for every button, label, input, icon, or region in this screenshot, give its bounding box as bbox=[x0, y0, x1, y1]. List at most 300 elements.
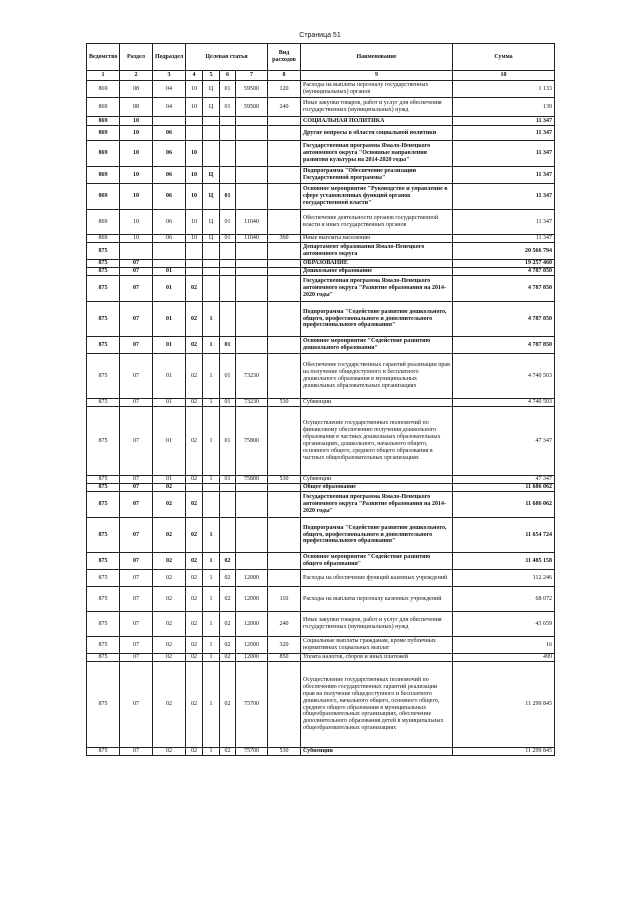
cell-vedomstvo: 875 bbox=[87, 570, 120, 587]
cell-naimenovanie: Государственная программа Ямало-Ненецкого автономного округа "Развитие образования на 2014-2020 годы" bbox=[301, 492, 453, 518]
cell-celevaya-4: 75800 bbox=[236, 407, 268, 476]
cell-celevaya-2: 1 bbox=[203, 399, 220, 407]
cell-celevaya-2: 1 bbox=[203, 553, 220, 570]
cell-podrazdel: 02 bbox=[153, 518, 186, 553]
cell-summa: 16 bbox=[453, 637, 555, 654]
table-row bbox=[87, 210, 555, 235]
cell-summa: 11 347 bbox=[453, 235, 555, 243]
cell-celevaya-1: 02 bbox=[186, 587, 203, 612]
cell-summa: 139 bbox=[453, 98, 555, 117]
cell-celevaya-4 bbox=[236, 337, 268, 354]
cell-naimenovanie: Иные закупки товаров, работ и услуг для обеспечения государственных (муниципальных) нужд bbox=[301, 612, 453, 637]
cell-celevaya-4 bbox=[236, 276, 268, 302]
cell-celevaya-3 bbox=[220, 243, 236, 260]
cell-celevaya-1: 02 bbox=[186, 518, 203, 553]
cell-razdel: 07 bbox=[120, 637, 153, 654]
cell-naimenovanie: Основное мероприятие "Содействие развитию дошкольного образования" bbox=[301, 337, 453, 354]
cell-celevaya-1 bbox=[186, 243, 203, 260]
cell-celevaya-3: 02 bbox=[220, 637, 236, 654]
cell-vedomstvo: 869 bbox=[87, 235, 120, 243]
cell-vid-raskhodov bbox=[268, 184, 301, 210]
cell-podrazdel: 01 bbox=[153, 276, 186, 302]
cell-podrazdel: 06 bbox=[153, 141, 186, 167]
cell-celevaya-2: 1 bbox=[203, 637, 220, 654]
cell-vid-raskhodov bbox=[268, 302, 301, 337]
cell-naimenovanie: СОЦИАЛЬНАЯ ПОЛИТИКА bbox=[301, 117, 453, 126]
table-row bbox=[87, 518, 555, 553]
cell-celevaya-1: 10 bbox=[186, 98, 203, 117]
cell-razdel: 10 bbox=[120, 210, 153, 235]
cell-vid-raskhodov bbox=[268, 407, 301, 476]
cell-razdel: 10 bbox=[120, 184, 153, 210]
cell-celevaya-3: 01 bbox=[220, 337, 236, 354]
column-number: 7 bbox=[236, 71, 268, 81]
cell-celevaya-3 bbox=[220, 268, 236, 276]
table-row bbox=[87, 184, 555, 210]
cell-celevaya-2: Ц bbox=[203, 210, 220, 235]
cell-celevaya-4: 73230 bbox=[236, 399, 268, 407]
cell-vid-raskhodov bbox=[268, 518, 301, 553]
cell-vedomstvo: 869 bbox=[87, 184, 120, 210]
table-row bbox=[87, 407, 555, 476]
cell-summa: 11 654 724 bbox=[453, 518, 555, 553]
cell-podrazdel bbox=[153, 260, 186, 268]
cell-razdel: 07 bbox=[120, 748, 153, 756]
table-row bbox=[87, 399, 555, 407]
cell-celevaya-1: 02 bbox=[186, 276, 203, 302]
table-row bbox=[87, 587, 555, 612]
table-row bbox=[87, 553, 555, 570]
cell-naimenovanie: Подпрограмма "Содействие развитию дошкольного, общего, профессионального и дополнительного профессионального образования" bbox=[301, 302, 453, 337]
cell-summa: 47 347 bbox=[453, 476, 555, 484]
cell-celevaya-2: Ц bbox=[203, 235, 220, 243]
cell-naimenovanie: ОБРАЗОВАНИЕ bbox=[301, 260, 453, 268]
cell-celevaya-1: 02 bbox=[186, 476, 203, 484]
cell-summa: 43 659 bbox=[453, 612, 555, 637]
cell-razdel: 10 bbox=[120, 126, 153, 141]
cell-podrazdel: 01 bbox=[153, 337, 186, 354]
cell-summa: 4 787 850 bbox=[453, 337, 555, 354]
header-naimenovanie: Наименование bbox=[301, 44, 453, 71]
cell-podrazdel: 01 bbox=[153, 476, 186, 484]
cell-vid-raskhodov bbox=[268, 268, 301, 276]
cell-razdel: 07 bbox=[120, 492, 153, 518]
cell-celevaya-1: 02 bbox=[186, 570, 203, 587]
cell-vid-raskhodov: 530 bbox=[268, 399, 301, 407]
header-summa: Сумма bbox=[453, 44, 555, 71]
cell-summa: 11 485 158 bbox=[453, 553, 555, 570]
cell-razdel: 07 bbox=[120, 354, 153, 399]
cell-celevaya-1: 02 bbox=[186, 637, 203, 654]
cell-celevaya-2 bbox=[203, 492, 220, 518]
cell-celevaya-3: 01 bbox=[220, 184, 236, 210]
cell-vid-raskhodov bbox=[268, 484, 301, 492]
cell-celevaya-3: 02 bbox=[220, 612, 236, 637]
cell-celevaya-1 bbox=[186, 484, 203, 492]
cell-vid-raskhodov: 530 bbox=[268, 748, 301, 756]
cell-razdel: 10 bbox=[120, 235, 153, 243]
cell-naimenovanie: Субвенции bbox=[301, 399, 453, 407]
cell-vedomstvo: 875 bbox=[87, 553, 120, 570]
cell-razdel: 08 bbox=[120, 81, 153, 98]
cell-naimenovanie: Осуществление государственных полномочий по финансовому обеспечению получения дошкольного образования в частных дошкольных образовательных организациях, дошкольного, начального общего, основного общего, среднего общего образования в частных общеобразовательных организациях bbox=[301, 407, 453, 476]
cell-celevaya-1: 02 bbox=[186, 553, 203, 570]
cell-vid-raskhodov bbox=[268, 276, 301, 302]
cell-vid-raskhodov: 240 bbox=[268, 612, 301, 637]
cell-celevaya-3 bbox=[220, 518, 236, 553]
cell-celevaya-2 bbox=[203, 260, 220, 268]
cell-razdel: 07 bbox=[120, 553, 153, 570]
cell-celevaya-3 bbox=[220, 302, 236, 337]
cell-celevaya-3: 02 bbox=[220, 748, 236, 756]
cell-celevaya-4: 11040 bbox=[236, 235, 268, 243]
cell-naimenovanie: Субвенции bbox=[301, 748, 453, 756]
cell-vid-raskhodov bbox=[268, 354, 301, 399]
cell-podrazdel: 06 bbox=[153, 210, 186, 235]
cell-celevaya-2 bbox=[203, 276, 220, 302]
cell-vedomstvo: 875 bbox=[87, 354, 120, 399]
cell-celevaya-2: 1 bbox=[203, 407, 220, 476]
cell-celevaya-3: 02 bbox=[220, 662, 236, 748]
cell-celevaya-2 bbox=[203, 126, 220, 141]
cell-celevaya-1: 02 bbox=[186, 354, 203, 399]
cell-podrazdel bbox=[153, 243, 186, 260]
cell-celevaya-4: 75800 bbox=[236, 476, 268, 484]
cell-summa: 4 787 850 bbox=[453, 276, 555, 302]
table-row bbox=[87, 612, 555, 637]
cell-naimenovanie: Обеспечение государственных гарантий реализации прав на получение общедоступного и бесплатного дошкольного образования в муниципальных дошкольных образовательных организациях bbox=[301, 354, 453, 399]
table-row bbox=[87, 748, 555, 756]
table-row bbox=[87, 126, 555, 141]
cell-naimenovanie: Субвенции bbox=[301, 476, 453, 484]
cell-celevaya-2: 1 bbox=[203, 302, 220, 337]
cell-vedomstvo: 875 bbox=[87, 492, 120, 518]
cell-celevaya-3: 01 bbox=[220, 81, 236, 98]
cell-summa: 11 686 062 bbox=[453, 484, 555, 492]
cell-celevaya-3: 02 bbox=[220, 654, 236, 662]
cell-celevaya-3 bbox=[220, 492, 236, 518]
cell-razdel: 07 bbox=[120, 276, 153, 302]
cell-naimenovanie: Государственная программа Ямало-Ненецкого автономного округа "Основные направления развития культуры на 2014-2020 годы" bbox=[301, 141, 453, 167]
cell-celevaya-2: 1 bbox=[203, 587, 220, 612]
cell-vedomstvo: 869 bbox=[87, 98, 120, 117]
cell-summa: 4 787 850 bbox=[453, 302, 555, 337]
cell-celevaya-2: 1 bbox=[203, 662, 220, 748]
cell-celevaya-3 bbox=[220, 276, 236, 302]
cell-razdel: 07 bbox=[120, 484, 153, 492]
cell-podrazdel bbox=[153, 117, 186, 126]
cell-summa: 11 347 bbox=[453, 141, 555, 167]
table-row bbox=[87, 354, 555, 399]
cell-summa: 20 566 794 bbox=[453, 243, 555, 260]
cell-vedomstvo: 869 bbox=[87, 210, 120, 235]
table-row bbox=[87, 337, 555, 354]
cell-vedomstvo: 875 bbox=[87, 337, 120, 354]
table-header-row bbox=[87, 44, 555, 71]
table-row bbox=[87, 570, 555, 587]
cell-celevaya-1: 02 bbox=[186, 399, 203, 407]
cell-podrazdel: 01 bbox=[153, 302, 186, 337]
cell-celevaya-4: 12000 bbox=[236, 612, 268, 637]
cell-vedomstvo: 875 bbox=[87, 612, 120, 637]
cell-vid-raskhodov bbox=[268, 167, 301, 184]
cell-summa: 11 347 bbox=[453, 184, 555, 210]
cell-razdel: 07 bbox=[120, 476, 153, 484]
cell-celevaya-4: 12000 bbox=[236, 654, 268, 662]
cell-naimenovanie: Социальные выплаты гражданам, кроме публичных нормативных социальных выплат bbox=[301, 637, 453, 654]
cell-vid-raskhodov bbox=[268, 243, 301, 260]
cell-razdel: 07 bbox=[120, 662, 153, 748]
cell-podrazdel: 06 bbox=[153, 235, 186, 243]
cell-naimenovanie: Расходы на выплаты персоналу государственных (муниципальных) органов bbox=[301, 81, 453, 98]
cell-vedomstvo: 869 bbox=[87, 141, 120, 167]
cell-naimenovanie: Осуществление государственных полномочий по обеспечению государственных гарантий реализации прав на получение общедоступного и бесплатного дошкольного, начального общего, основного общего, среднего общего образования в муниципальных общеобразовательных организациях, обеспечение дополнительного образования детей в муниципальных общеобразовательных организациях bbox=[301, 662, 453, 748]
cell-summa: 499 bbox=[453, 654, 555, 662]
cell-celevaya-1: 02 bbox=[186, 407, 203, 476]
cell-celevaya-1: 10 bbox=[186, 210, 203, 235]
cell-podrazdel: 01 bbox=[153, 399, 186, 407]
cell-vid-raskhodov bbox=[268, 662, 301, 748]
header-podrazdel: Подраздел bbox=[153, 44, 186, 71]
cell-podrazdel: 02 bbox=[153, 654, 186, 662]
cell-celevaya-1 bbox=[186, 117, 203, 126]
table-row bbox=[87, 141, 555, 167]
cell-celevaya-4 bbox=[236, 243, 268, 260]
cell-celevaya-4: 73230 bbox=[236, 354, 268, 399]
table-row bbox=[87, 654, 555, 662]
cell-podrazdel: 01 bbox=[153, 407, 186, 476]
cell-summa: 4 740 503 bbox=[453, 399, 555, 407]
cell-celevaya-2: 1 bbox=[203, 654, 220, 662]
cell-podrazdel: 02 bbox=[153, 662, 186, 748]
cell-vedomstvo: 875 bbox=[87, 518, 120, 553]
cell-razdel: 07 bbox=[120, 654, 153, 662]
cell-celevaya-1: 02 bbox=[186, 302, 203, 337]
cell-summa: 11 347 bbox=[453, 126, 555, 141]
cell-vedomstvo: 869 bbox=[87, 167, 120, 184]
cell-celevaya-2: Ц bbox=[203, 167, 220, 184]
cell-celevaya-4 bbox=[236, 553, 268, 570]
cell-naimenovanie: Департамент образования Ямало-Ненецкого автономного округа bbox=[301, 243, 453, 260]
cell-celevaya-2: 1 bbox=[203, 748, 220, 756]
cell-podrazdel: 02 bbox=[153, 612, 186, 637]
cell-vedomstvo: 875 bbox=[87, 654, 120, 662]
cell-naimenovanie: Другие вопросы в области социальной политики bbox=[301, 126, 453, 141]
cell-celevaya-4: 59500 bbox=[236, 81, 268, 98]
cell-razdel: 07 bbox=[120, 587, 153, 612]
cell-vid-raskhodov: 850 bbox=[268, 654, 301, 662]
column-number: 10 bbox=[453, 71, 555, 81]
cell-celevaya-2: Ц bbox=[203, 184, 220, 210]
cell-vedomstvo: 875 bbox=[87, 243, 120, 260]
cell-celevaya-4: 75700 bbox=[236, 748, 268, 756]
cell-vid-raskhodov: 320 bbox=[268, 637, 301, 654]
table-row bbox=[87, 167, 555, 184]
table-row bbox=[87, 260, 555, 268]
budget-table bbox=[86, 43, 555, 756]
table-row bbox=[87, 117, 555, 126]
cell-razdel: 07 bbox=[120, 337, 153, 354]
cell-razdel: 07 bbox=[120, 518, 153, 553]
cell-vedomstvo: 875 bbox=[87, 484, 120, 492]
cell-celevaya-3 bbox=[220, 117, 236, 126]
cell-vedomstvo: 875 bbox=[87, 637, 120, 654]
cell-vid-raskhodov: 360 bbox=[268, 235, 301, 243]
cell-podrazdel: 02 bbox=[153, 748, 186, 756]
cell-podrazdel: 06 bbox=[153, 126, 186, 141]
table-row bbox=[87, 235, 555, 243]
cell-celevaya-4 bbox=[236, 518, 268, 553]
table-row bbox=[87, 637, 555, 654]
cell-celevaya-4 bbox=[236, 260, 268, 268]
cell-vedomstvo: 875 bbox=[87, 268, 120, 276]
cell-celevaya-1: 02 bbox=[186, 662, 203, 748]
cell-razdel: 07 bbox=[120, 570, 153, 587]
cell-celevaya-1: 10 bbox=[186, 141, 203, 167]
cell-celevaya-4: 75700 bbox=[236, 662, 268, 748]
cell-naimenovanie: Расходы на обеспечение функций казенных учреждений bbox=[301, 570, 453, 587]
table-row bbox=[87, 492, 555, 518]
cell-celevaya-3: 01 bbox=[220, 210, 236, 235]
cell-vid-raskhodov bbox=[268, 492, 301, 518]
cell-naimenovanie: Основное мероприятие "Руководство и управление в сфере установленных функций органов государственной власти" bbox=[301, 184, 453, 210]
cell-celevaya-1: 10 bbox=[186, 81, 203, 98]
cell-naimenovanie: Подпрограмма "Обеспечение реализации Государственной программы" bbox=[301, 167, 453, 184]
cell-vid-raskhodov: 110 bbox=[268, 587, 301, 612]
cell-vid-raskhodov: 120 bbox=[268, 81, 301, 98]
cell-summa: 11 299 845 bbox=[453, 748, 555, 756]
cell-podrazdel: 02 bbox=[153, 587, 186, 612]
column-number: 5 bbox=[203, 71, 220, 81]
cell-podrazdel: 04 bbox=[153, 81, 186, 98]
cell-vedomstvo: 875 bbox=[87, 748, 120, 756]
cell-razdel: 07 bbox=[120, 260, 153, 268]
cell-celevaya-2: Ц bbox=[203, 98, 220, 117]
cell-naimenovanie: Обеспечение деятельности органов государственной власти и иных государственных органов bbox=[301, 210, 453, 235]
cell-vedomstvo: 875 bbox=[87, 587, 120, 612]
cell-vid-raskhodov bbox=[268, 337, 301, 354]
page-number-label: Страница 51 bbox=[299, 32, 341, 39]
cell-summa: 68 072 bbox=[453, 587, 555, 612]
cell-celevaya-4 bbox=[236, 167, 268, 184]
cell-celevaya-4 bbox=[236, 184, 268, 210]
cell-podrazdel: 01 bbox=[153, 268, 186, 276]
cell-vid-raskhodov bbox=[268, 210, 301, 235]
cell-summa: 11 686 062 bbox=[453, 492, 555, 518]
cell-celevaya-4 bbox=[236, 141, 268, 167]
cell-celevaya-2 bbox=[203, 268, 220, 276]
header-vid-raskhodov: Вид расходов bbox=[268, 44, 301, 71]
cell-celevaya-3: 01 bbox=[220, 399, 236, 407]
cell-celevaya-4 bbox=[236, 268, 268, 276]
column-number: 8 bbox=[268, 71, 301, 81]
cell-celevaya-4: 11040 bbox=[236, 210, 268, 235]
cell-razdel: 10 bbox=[120, 141, 153, 167]
cell-naimenovanie: Общее образование bbox=[301, 484, 453, 492]
cell-vedomstvo: 869 bbox=[87, 126, 120, 141]
column-number: 1 bbox=[87, 71, 120, 81]
cell-celevaya-3: 01 bbox=[220, 235, 236, 243]
cell-razdel: 07 bbox=[120, 268, 153, 276]
column-number: 2 bbox=[120, 71, 153, 81]
cell-vedomstvo: 869 bbox=[87, 117, 120, 126]
cell-celevaya-3: 01 bbox=[220, 354, 236, 399]
cell-celevaya-2: 1 bbox=[203, 476, 220, 484]
cell-summa: 11 299 845 bbox=[453, 662, 555, 748]
cell-celevaya-4: 59500 bbox=[236, 98, 268, 117]
cell-vedomstvo: 875 bbox=[87, 407, 120, 476]
cell-celevaya-1: 02 bbox=[186, 337, 203, 354]
cell-razdel: 07 bbox=[120, 407, 153, 476]
cell-vid-raskhodov bbox=[268, 141, 301, 167]
header-vedomstvo: Ведомство bbox=[87, 44, 120, 71]
cell-vid-raskhodov bbox=[268, 126, 301, 141]
column-number-row bbox=[87, 71, 555, 81]
cell-naimenovanie: Иные закупки товаров, работ и услуг для обеспечения государственных (муниципальных) нужд bbox=[301, 98, 453, 117]
cell-celevaya-3 bbox=[220, 167, 236, 184]
cell-razdel: 08 bbox=[120, 98, 153, 117]
cell-celevaya-2 bbox=[203, 117, 220, 126]
cell-naimenovanie: Уплата налогов, сборов и иных платежей bbox=[301, 654, 453, 662]
cell-razdel: 10 bbox=[120, 167, 153, 184]
cell-summa: 11 347 bbox=[453, 117, 555, 126]
cell-celevaya-1 bbox=[186, 268, 203, 276]
cell-summa: 11 347 bbox=[453, 210, 555, 235]
cell-celevaya-4 bbox=[236, 484, 268, 492]
header-razdel: Раздел bbox=[120, 44, 153, 71]
cell-celevaya-2 bbox=[203, 141, 220, 167]
table-row bbox=[87, 662, 555, 748]
cell-vedomstvo: 869 bbox=[87, 81, 120, 98]
cell-celevaya-3 bbox=[220, 260, 236, 268]
table-row bbox=[87, 98, 555, 117]
table-row bbox=[87, 484, 555, 492]
column-number: 9 bbox=[301, 71, 453, 81]
cell-celevaya-3: 01 bbox=[220, 98, 236, 117]
cell-podrazdel: 02 bbox=[153, 553, 186, 570]
cell-naimenovanie: Иные выплаты населению bbox=[301, 235, 453, 243]
cell-razdel bbox=[120, 243, 153, 260]
cell-celevaya-4: 12000 bbox=[236, 637, 268, 654]
table-row bbox=[87, 302, 555, 337]
cell-celevaya-3 bbox=[220, 484, 236, 492]
cell-summa: 1 133 bbox=[453, 81, 555, 98]
cell-celevaya-2 bbox=[203, 243, 220, 260]
cell-summa: 19 257 460 bbox=[453, 260, 555, 268]
cell-celevaya-1: 10 bbox=[186, 184, 203, 210]
table-row bbox=[87, 268, 555, 276]
cell-summa: 112 246 bbox=[453, 570, 555, 587]
cell-vid-raskhodov bbox=[268, 117, 301, 126]
table-body bbox=[87, 81, 555, 756]
cell-podrazdel: 02 bbox=[153, 570, 186, 587]
cell-vedomstvo: 875 bbox=[87, 476, 120, 484]
cell-podrazdel: 06 bbox=[153, 167, 186, 184]
cell-celevaya-4 bbox=[236, 126, 268, 141]
cell-celevaya-3: 02 bbox=[220, 587, 236, 612]
cell-celevaya-2: 1 bbox=[203, 354, 220, 399]
cell-podrazdel: 04 bbox=[153, 98, 186, 117]
cell-summa: 4 787 850 bbox=[453, 268, 555, 276]
cell-razdel: 10 bbox=[120, 117, 153, 126]
cell-vedomstvo: 875 bbox=[87, 302, 120, 337]
cell-naimenovanie: Расходы на выплаты персоналу казенных учреждений bbox=[301, 587, 453, 612]
column-number: 4 bbox=[186, 71, 203, 81]
cell-celevaya-4: 12000 bbox=[236, 587, 268, 612]
cell-summa: 47 347 bbox=[453, 407, 555, 476]
cell-summa: 4 740 503 bbox=[453, 354, 555, 399]
cell-celevaya-2: Ц bbox=[203, 81, 220, 98]
